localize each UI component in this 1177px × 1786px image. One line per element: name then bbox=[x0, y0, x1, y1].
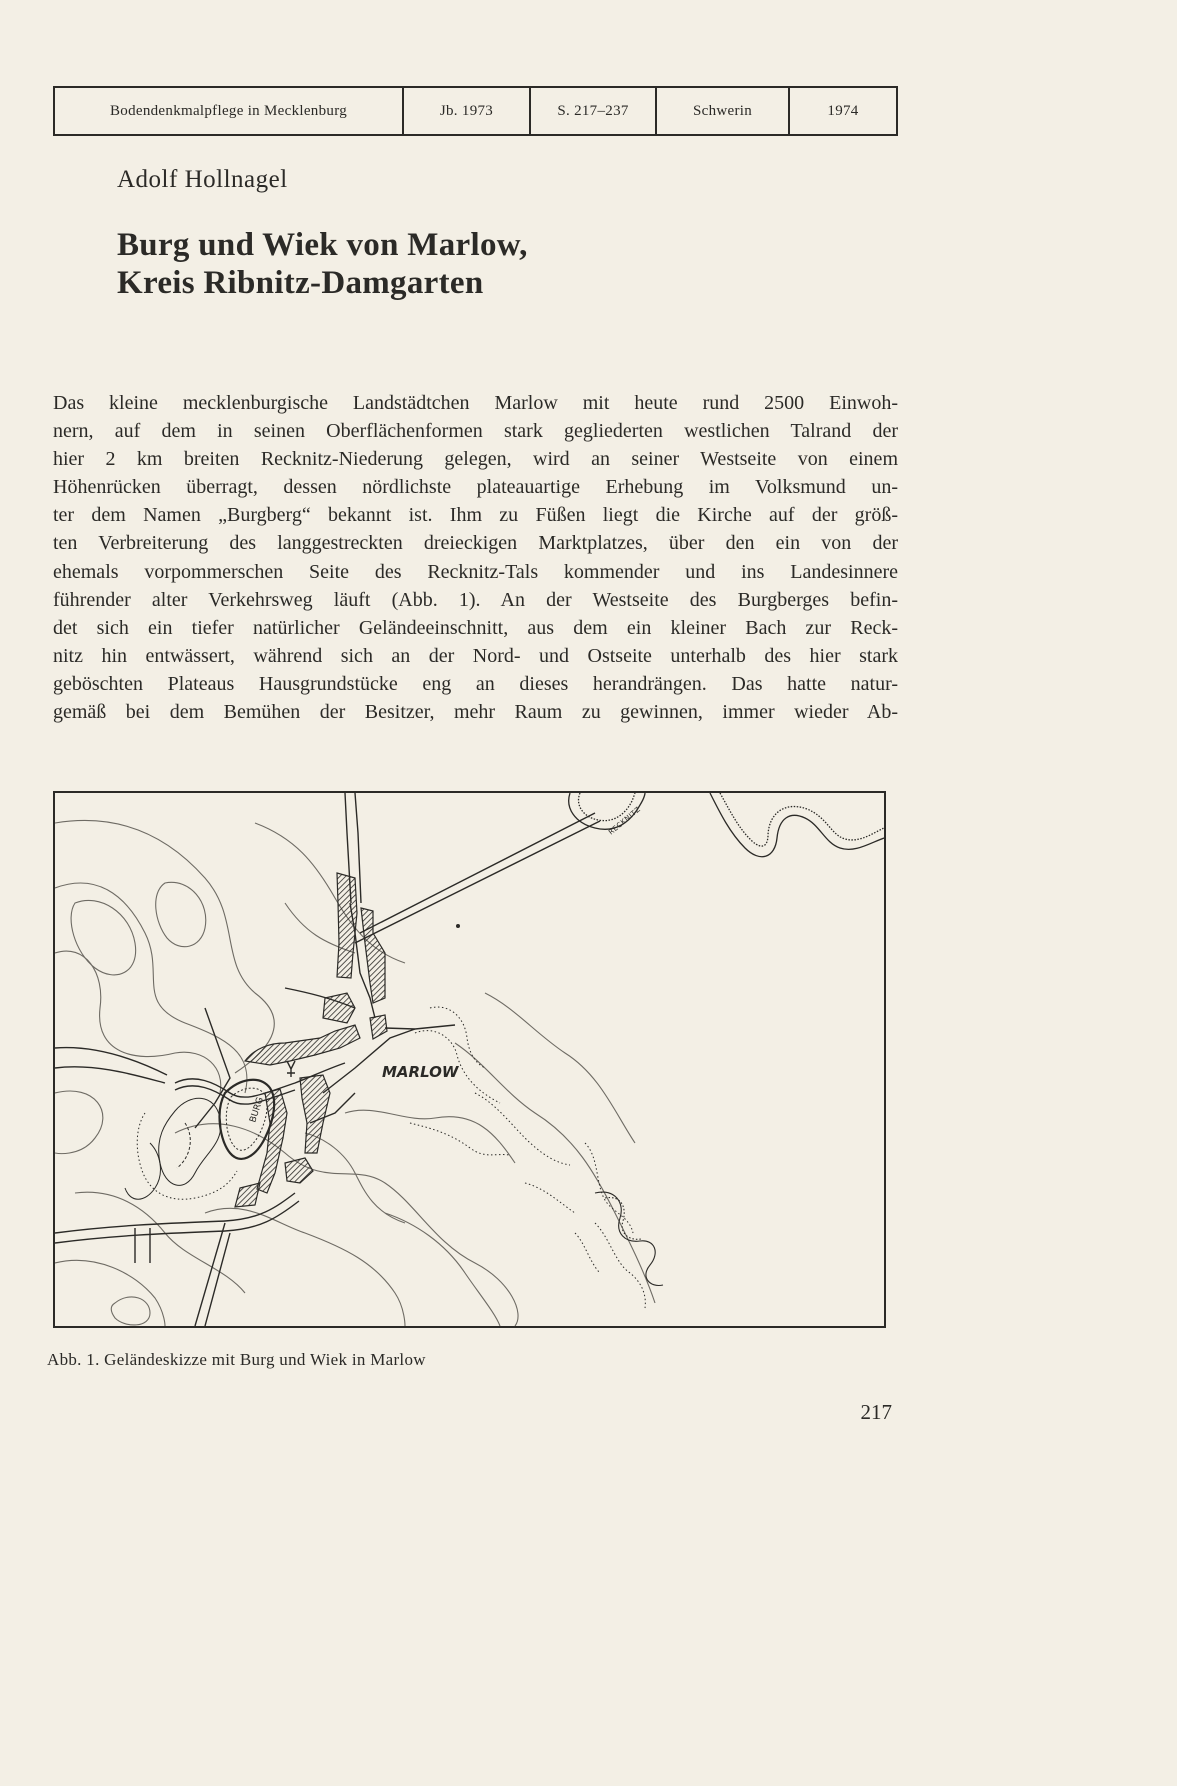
map-label-marlow: MARLOW bbox=[382, 1063, 459, 1081]
body-line: nern, auf dem in seinen Oberflächenformen stark gegliederten westlichen Talrand der bbox=[53, 420, 898, 443]
castle-rampart bbox=[125, 1080, 274, 1199]
body-line: ehemals vorpommerschen Seite des Recknitz-Tals kommender und ins Landesinnere bbox=[53, 560, 898, 583]
slope-hachures bbox=[410, 1007, 645, 1308]
journal-name: Bodendenkmalpflege in Mecklenburg bbox=[55, 88, 404, 134]
church-icon bbox=[287, 1061, 295, 1077]
body-line: geböschten Plateaus Hausgrundstücke eng an dieses herandrängen. Das hatte natur- bbox=[53, 672, 898, 695]
body-line: hier 2 km breiten Recknitz-Niederung gelegen, wird an seiner Westseite von einem bbox=[53, 448, 898, 471]
publication-place: Schwerin bbox=[657, 88, 790, 134]
journal-volume: Jb. 1973 bbox=[404, 88, 531, 134]
publication-year: 1974 bbox=[827, 102, 859, 119]
body-line: nitz hin entwässert, während sich an der Nord- und Ostseite unterhalb des hier stark bbox=[53, 644, 898, 667]
roads bbox=[55, 793, 600, 1326]
body-line: ten Verbreiterung des langgestreckten dreieckigen Marktplatzes, über den ein von der bbox=[53, 532, 898, 555]
body-line: führender alter Verkehrsweg läuft (Abb. 1). An der Westseite des Burgberges befin- bbox=[53, 588, 898, 611]
stream bbox=[595, 1192, 663, 1285]
town-blocks bbox=[235, 873, 387, 1207]
map-label-burg: BURG bbox=[248, 1096, 266, 1124]
journal-header bbox=[53, 86, 898, 136]
body-line: Das kleine mecklenburgische Landstädtchen Marlow mit heute rund 2500 Einwoh- bbox=[53, 392, 898, 414]
page-range: S. 217–237 bbox=[531, 88, 657, 134]
body-line: ter dem Namen „Burgberg“ bekannt ist. Ihm zu Füßen liegt die Kirche auf der größ- bbox=[53, 504, 898, 527]
tree-dot bbox=[456, 924, 460, 928]
body-line: det sich ein tiefer natürlicher Geländeeinschnitt, aus dem ein kleiner Bach zur Reck- bbox=[53, 616, 898, 639]
page-number: 217 bbox=[860, 1400, 892, 1424]
article-title-line-2: Kreis Ribnitz-Damgarten bbox=[117, 265, 484, 301]
author-name: Adolf Hollnagel bbox=[117, 166, 288, 193]
terrain-sketch-map bbox=[53, 791, 886, 1328]
article-title-line-1: Burg und Wiek von Marlow, bbox=[117, 227, 528, 263]
body-line: gemäß bei dem Bemühen der Besitzer, mehr Raum zu gewinnen, immer wieder Ab- bbox=[53, 701, 898, 724]
body-paragraph bbox=[53, 389, 898, 726]
figure-caption: Abb. 1. Geländeskizze mit Burg und Wiek in Marlow bbox=[47, 1350, 426, 1369]
article-title bbox=[117, 226, 528, 302]
body-line: Höhenrücken überragt, dessen nördlichste plateauartige Erhebung im Volksmund un- bbox=[53, 476, 898, 499]
map-label-recknitz: RECKNITZ bbox=[607, 805, 643, 837]
